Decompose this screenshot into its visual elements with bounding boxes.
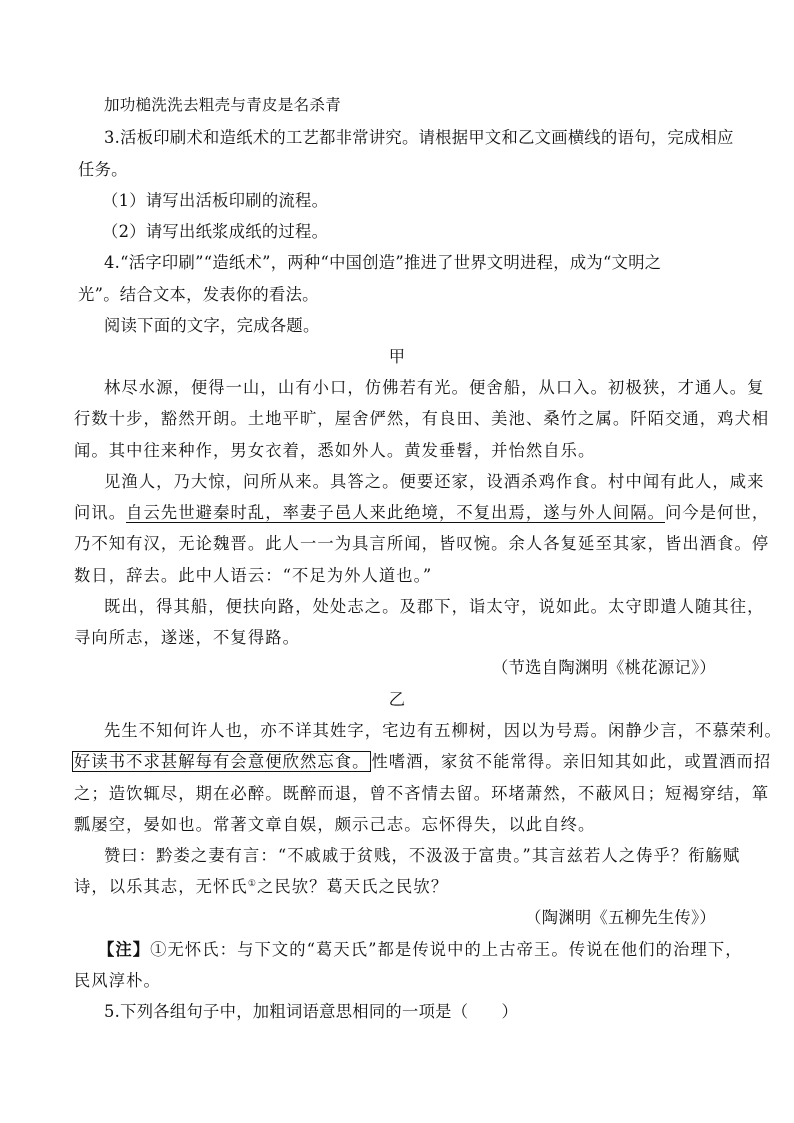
passage-jia-heading: 甲 bbox=[388, 347, 406, 366]
question-3-sub-2: （2）请写出纸浆成纸的过程。 bbox=[102, 222, 329, 241]
jia-line-5-suffix: 问今是何世， bbox=[664, 503, 770, 522]
yi-source: （陶渊明《五柳先生传》） bbox=[525, 908, 716, 927]
jia-line-9: 寻向所志，遂迷，不复得路。 bbox=[74, 628, 300, 647]
passage-yi-heading: 乙 bbox=[388, 690, 406, 709]
jia-line-5-prefix: 问讯。 bbox=[74, 503, 127, 522]
question-5: 5.下列各组句子中，加粗词语意思相同的一项是（ ） bbox=[104, 1002, 519, 1021]
yi-line-2 bbox=[74, 752, 771, 772]
jia-line-1: 林尽水源，便得一山，山有小口，仿佛若有光。便舍船，从口入。初极狭，才通人。复 bbox=[104, 378, 765, 397]
jia-line-2: 行数十步，豁然开朗。土地平旷，屋舍俨然，有良田、美池、桑竹之属。阡陌交通，鸡犬相 bbox=[74, 409, 770, 428]
note-line-1 bbox=[98, 940, 743, 960]
yi-line-6-a: 诗，以乐其志，无怀氏 bbox=[74, 877, 248, 896]
boxed-sentence: 好读书不求甚解每有会意便欣然忘食。 bbox=[74, 752, 370, 771]
yi-line-2-rest: 性嗜酒，家贫不能常得。亲旧知其如此，或置酒而招 bbox=[371, 752, 772, 771]
question-4-line-2: 光”。结合文本，发表你的看法。 bbox=[78, 285, 319, 304]
question-4-line-1: 4.“活字印刷”“造纸术”，两种“中国创造”推进了世界文明进程，成为“文明之 bbox=[104, 253, 662, 272]
reading-instruction: 阅读下面的文字，完成各题。 bbox=[104, 316, 320, 335]
question-3-line-1: 3.活板印刷术和造纸术的工艺都非常讲究。请根据甲文和乙文画横线的语句，完成相应 bbox=[104, 128, 734, 147]
jia-source: （节选自陶渊明《桃花源记》） bbox=[492, 658, 716, 677]
yi-line-4: 瓢屡空，晏如也。常著文章自娱，颇示己志。忘怀得失，以此自终。 bbox=[74, 815, 596, 834]
note-line-2: 民风淳朴。 bbox=[74, 971, 161, 990]
top-line: 加功槌洗洗去粗壳与青皮是名杀青 bbox=[104, 96, 342, 114]
jia-line-7: 数日，辞去。此中人语云：“不足为外人道也。” bbox=[74, 566, 433, 585]
yi-line-6 bbox=[74, 877, 448, 897]
yi-line-1: 先生不知何许人也，亦不详其姓字，宅边有五柳树，因以为号焉。闲静少言，不慕荣利。 bbox=[104, 721, 782, 740]
jia-line-6: 乃不知有汉，无论魏晋。此人一一为具言所闻，皆叹惋。余人各复延至其家，皆出酒食。停 bbox=[74, 534, 770, 553]
jia-line-8: 既出，得其船，便扶向路，处处志之。及郡下，诣太守，说如此。太守即遣人随其往， bbox=[104, 597, 765, 616]
yi-line-3: 之；造饮辄尽，期在必醉。既醉而退，曾不吝情去留。环堵萧然，不蔽风日；短褐穿结，箪 bbox=[74, 784, 770, 803]
jia-line-4: 见渔人，乃大惊，问所从来。具答之。便要还家，设酒杀鸡作食。村中闻有此人，咸来 bbox=[104, 472, 765, 491]
question-3-sub-1: （1）请写出活板印刷的流程。 bbox=[102, 191, 329, 210]
footnote-marker: ① bbox=[247, 879, 257, 889]
jia-line-3: 闻。其中往来种作，男女衣着，悉如外人。黄发垂髫，并怡然自乐。 bbox=[74, 441, 596, 460]
note-text: ①无怀氏：与下文的“葛天氏”都是传说中的上古帝王。传说在他们的治理下， bbox=[150, 940, 743, 959]
yi-line-6-b: 之民欤？葛天氏之民欤？ bbox=[257, 877, 449, 896]
underlined-sentence: 自云先世避秦时乱，率妻子邑人来此绝境，不复出焉，遂与外人间隔。 bbox=[126, 503, 665, 522]
jia-line-5 bbox=[74, 503, 769, 523]
question-3-line-2: 任务。 bbox=[78, 160, 128, 179]
note-label: 【注】 bbox=[98, 940, 151, 959]
yi-line-5: 赞曰：黔娄之妻有言：“不戚戚于贫贱，不汲汲于富贵。”其言兹若人之俦乎？衔觞赋 bbox=[104, 846, 741, 865]
